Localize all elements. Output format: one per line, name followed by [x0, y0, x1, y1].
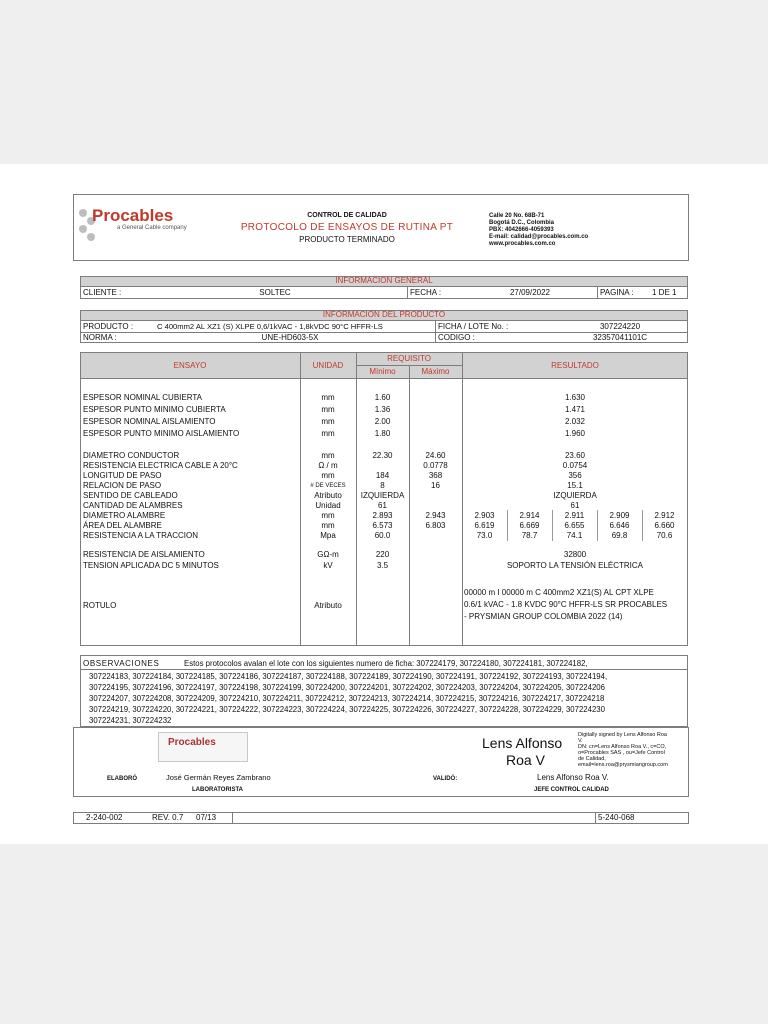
- logo-subtitle: a General Cable company: [117, 225, 187, 231]
- observaciones-line-4: 307224219, 307224220, 307224221, 307224222, 307224223, 307224224, 307224225, 307224226, 307224227, 307224228, 307224229, 307224230: [89, 705, 605, 714]
- test-result: 15.1: [567, 481, 583, 490]
- test-name: DIAMETRO ALAMBRE: [83, 511, 166, 520]
- test-min: 1.80: [374, 429, 391, 438]
- elaboro-label: ELABORÓ: [107, 776, 137, 782]
- elaboro-name: José Germán Reyes Zambrano: [166, 773, 271, 782]
- test-name: LONGITUD DE PASO: [83, 471, 162, 480]
- rotulo-line-2: 0.6/1 kVAC - 1.8 KVDC 90°C HFFR-LS SR PROCABLES: [464, 600, 668, 609]
- test-max: 0.0778: [423, 461, 448, 470]
- test-result: 2.032: [564, 417, 586, 426]
- col-requisito: REQUISITO: [387, 354, 431, 363]
- cliente-label: CLIENTE :: [83, 288, 122, 297]
- test-unit: mm: [321, 451, 335, 460]
- col-minimo: Mínimo: [369, 367, 396, 376]
- test-result-sample: 69.8: [611, 531, 628, 540]
- pagina-value: 1 DE 1: [652, 288, 677, 297]
- ficha-label: FICHA / LOTE No. :: [438, 322, 509, 331]
- fecha-label: FECHA :: [410, 288, 442, 297]
- norma-value: UNE-HD603-5X: [261, 333, 319, 342]
- ficha-value: 307224220: [599, 322, 641, 331]
- test-result-sample: 2.909: [609, 511, 630, 520]
- test-name: RESISTENCIA A LA TRACCION: [83, 531, 198, 540]
- test-name: RESISTENCIA ELECTRICA CABLE A 20°C: [83, 461, 238, 470]
- digital-signature-6: email=lens.roa@prysmiangroup.com: [578, 762, 668, 768]
- general-info-title: INFORMACION GENERAL: [335, 276, 433, 285]
- valido-name: Lens Alfonso Roa V.: [537, 773, 609, 782]
- test-result-sample: 6.646: [609, 521, 630, 530]
- col-maximo: Máximo: [421, 367, 450, 376]
- signature-name-line-1: Lens Alfonso: [482, 735, 563, 751]
- digital-signature-5: de Calidad,: [578, 756, 606, 762]
- digital-signature-4: o=Procables SAS , ou=Jefe Control: [578, 750, 665, 756]
- test-name: TENSION APLICADA DC 5 MINUTOS: [83, 561, 219, 570]
- address-line-2: Bogotá D.C., Colombia: [489, 220, 554, 226]
- observaciones-line-5: 307224231, 307224232: [89, 716, 172, 725]
- test-result-sample: 70.6: [656, 531, 673, 540]
- test-name: CANTIDAD DE ALAMBRES: [83, 501, 183, 510]
- fecha-value: 27/09/2022: [509, 288, 551, 297]
- test-result-sample: 6.619: [474, 521, 495, 530]
- test-min: 184: [375, 471, 390, 480]
- test-min: 2.00: [374, 417, 391, 426]
- document-page: [0, 164, 768, 844]
- footer-code: 2-240-002: [86, 813, 123, 822]
- document-subtitle: PRODUCTO TERMINADO: [299, 235, 395, 244]
- test-result: 0.0754: [562, 461, 588, 470]
- test-name: ESPESOR PUNTO MINIMO CUBIERTA: [83, 405, 226, 414]
- valido-role: JEFE CONTROL CALIDAD: [534, 787, 609, 793]
- test-result: IZQUIERDA: [553, 491, 597, 500]
- test-name: ESPESOR PUNTO MINIMO AISLAMIENTO: [83, 429, 240, 438]
- test-unit: Unidad: [315, 501, 341, 510]
- test-name: ESPESOR NOMINAL CUBIERTA: [83, 393, 202, 402]
- col-resultado: RESULTADO: [551, 361, 599, 370]
- test-min: 3.5: [376, 561, 389, 570]
- test-result-sample: 2.912: [654, 511, 675, 520]
- logo-name: Procables: [92, 206, 174, 225]
- stamp-name: Procables: [168, 737, 216, 748]
- digital-signature-2: V.: [578, 738, 583, 744]
- test-result-sample: 73.0: [476, 531, 493, 540]
- digital-signature-3: DN: cn=Lens Alfonso Roa V., c=CO,: [578, 744, 667, 750]
- observaciones-line-1: 307224183, 307224184, 307224185, 307224186, 307224187, 307224188, 307224189, 307224190, 307224191, 307224192, 307224193, 307224194,: [89, 672, 608, 681]
- rotulo-unit: Atributo: [314, 601, 342, 610]
- test-unit: GΩ-m: [317, 550, 339, 559]
- test-max: 368: [428, 471, 443, 480]
- test-unit: kV: [323, 561, 333, 570]
- test-min: 8: [380, 481, 385, 490]
- control-calidad: CONTROL DE CALIDAD: [307, 212, 387, 219]
- test-unit: mm: [321, 405, 335, 414]
- test-min: 60.0: [374, 531, 391, 540]
- test-unit: mm: [321, 429, 335, 438]
- observaciones-line-3: 307224207, 307224208, 307224209, 307224210, 307224211, 307224212, 307224213, 307224214, 307224215, 307224216, 307224217, 307224218: [89, 694, 605, 703]
- test-result-sample: 6.669: [519, 521, 540, 530]
- test-name: SENTIDO DE CABLEADO: [83, 491, 178, 500]
- test-unit: mm: [321, 521, 335, 530]
- address-line-5: www.procables.com.co: [489, 241, 556, 247]
- test-result: 32800: [563, 550, 587, 559]
- col-ensayo: ENSAYO: [173, 361, 207, 370]
- test-min: 6.573: [372, 521, 393, 530]
- signature-name-line-2: Roa V: [506, 752, 545, 768]
- rotulo-line-3: - PRYSMIAN GROUP COLOMBIA 2022 (14): [464, 612, 623, 621]
- rotulo-name: ROTULO: [83, 601, 117, 610]
- sample-divider: [597, 510, 598, 541]
- test-max: 6.803: [425, 521, 446, 530]
- test-min: 22.30: [372, 451, 393, 460]
- producto-value: C 400mm2 AL XZ1 (S) XLPE 0,6/1kVAC - 1,8kVDC 90°C HFFR-LS: [157, 322, 383, 331]
- test-result-sample: 6.660: [654, 521, 675, 530]
- pagina-label: PAGINA :: [600, 288, 634, 297]
- test-unit: Atributo: [314, 491, 342, 500]
- address-line-1: Calle 20 No. 68B-71: [489, 213, 545, 219]
- footer-right-code: 5-240-068: [598, 813, 635, 822]
- test-result: 1.630: [564, 393, 586, 402]
- test-min: 1.36: [374, 405, 391, 414]
- test-name: DIAMETRO CONDUCTOR: [83, 451, 180, 460]
- test-result-sample: 2.914: [519, 511, 540, 520]
- test-name: RESISTENCIA DE AISLAMIENTO: [83, 550, 205, 559]
- footer-rev: REV. 0.7: [152, 813, 184, 822]
- observaciones-intro: Estos protocolos avalan el lote con los siguientes numero de ficha: 307224179, 307224180, 307224181, 307224182,: [184, 659, 588, 668]
- sample-divider: [552, 510, 553, 541]
- test-min: IZQUIERDA: [360, 491, 405, 500]
- test-result-sample: 2.911: [564, 511, 585, 520]
- test-unit: mm: [321, 417, 335, 426]
- observaciones-label: OBSERVACIONES: [83, 659, 160, 668]
- test-unit: mm: [321, 471, 335, 480]
- sample-divider: [507, 510, 508, 541]
- test-unit: mm: [321, 393, 335, 402]
- test-max: 2.943: [425, 511, 446, 520]
- test-max: 16: [431, 481, 440, 490]
- test-result: 1.960: [564, 429, 586, 438]
- elaboro-role: LABORATORISTA: [192, 787, 243, 793]
- test-result: 23.60: [564, 451, 586, 460]
- test-unit: mm: [321, 511, 335, 520]
- rotulo-line-1: 00000 m I 00000 m C 400mm2 XZ1(S) AL CPT XLPE: [464, 588, 654, 597]
- footer-date: 07/13: [196, 813, 217, 822]
- test-name: RELACION DE PASO: [83, 481, 162, 490]
- test-result: 356: [568, 471, 582, 480]
- test-result-sample: 2.903: [474, 511, 495, 520]
- norma-label: NORMA :: [83, 333, 117, 342]
- product-info-title: INFORMACION DEL PRODUCTO: [322, 310, 446, 319]
- cliente-value: SOLTEC: [259, 288, 291, 297]
- test-result-sample: 6.655: [564, 521, 585, 530]
- sample-divider: [642, 510, 643, 541]
- test-name: ESPESOR NOMINAL AISLAMIENTO: [83, 417, 216, 426]
- document-title: PROTOCOLO DE ENSAYOS DE RUTINA PT: [240, 222, 454, 233]
- codigo-label: CODIGO :: [438, 333, 475, 342]
- col-unidad: UNIDAD: [312, 361, 344, 370]
- address-line-3: PBX: 4042666-4059393: [489, 227, 554, 233]
- producto-label: PRODUCTO :: [83, 322, 134, 331]
- test-result: 1.471: [564, 405, 586, 414]
- test-unit: Mpa: [320, 531, 336, 540]
- test-result: SOPORTO LA TENSIÓN ELÉCTRICA: [506, 561, 644, 570]
- observaciones-line-2: 307224195, 307224196, 307224197, 307224198, 307224199, 307224200, 307224201, 307224202, 307224203, 307224204, 307224205, 307224206: [89, 683, 605, 692]
- test-unit: # DE VECES: [310, 483, 346, 489]
- test-min: 2.893: [372, 511, 393, 520]
- test-max: 24.60: [425, 451, 446, 460]
- codigo-value: 32357041101C: [592, 333, 648, 342]
- address-line-4: E-mail: calidad@procables.com.co: [489, 234, 589, 240]
- test-result: 61: [570, 501, 580, 510]
- test-name: ÁREA DEL ALAMBRE: [83, 521, 162, 530]
- digital-signature-1: Digitally signed by Lens Alfonso Roa: [578, 732, 667, 738]
- test-min: 1.60: [374, 393, 391, 402]
- test-result-sample: 78.7: [521, 531, 538, 540]
- test-min: 61: [378, 501, 387, 510]
- valido-label: VALIDÓ:: [433, 776, 458, 782]
- test-result-sample: 74.1: [566, 531, 583, 540]
- test-min: 220: [375, 550, 390, 559]
- test-unit: Ω / m: [318, 461, 338, 470]
